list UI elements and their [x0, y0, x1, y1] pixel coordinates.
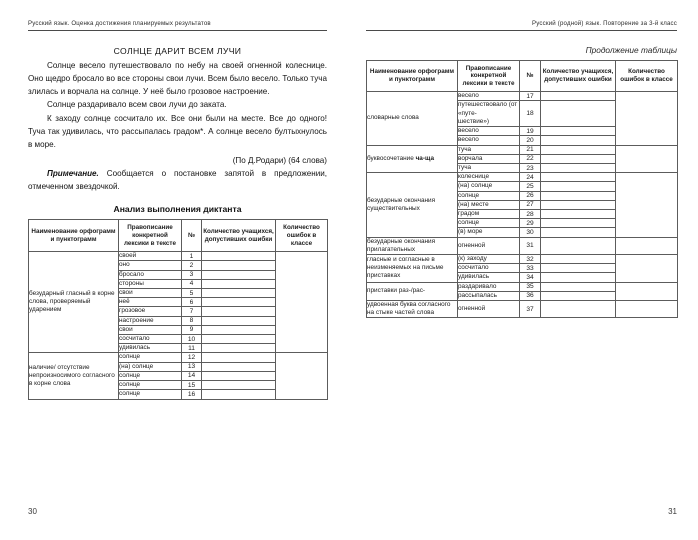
students-count-cell[interactable]	[541, 191, 616, 200]
students-count-cell[interactable]	[541, 145, 616, 154]
class-errors-cell[interactable]	[616, 173, 678, 237]
row-number-cell: 35	[520, 282, 541, 291]
row-number-cell: 4	[182, 279, 202, 288]
students-count-cell[interactable]	[541, 200, 616, 209]
col-header-number: №	[182, 220, 202, 252]
table-row	[29, 353, 328, 362]
orthogram-group-name: приставки раз-/рас-	[367, 282, 458, 300]
lexis-cell: огненной	[458, 300, 520, 317]
orthogram-group-name: безударный гласный в корне слова, проверяемый ударением	[29, 252, 119, 353]
page-number-right: 31	[668, 507, 677, 516]
row-number-cell: 9	[182, 325, 202, 334]
row-number-cell: 29	[520, 219, 541, 228]
lexis-cell: грозовое	[119, 307, 182, 316]
table-row	[367, 145, 678, 154]
lexis-cell: удивилась	[458, 273, 520, 282]
row-number-cell: 21	[520, 145, 541, 154]
orthogram-group-name: словарные слова	[367, 92, 458, 145]
lexis-cell: ворчала	[458, 154, 520, 163]
row-number-cell: 27	[520, 200, 541, 209]
analysis-table-title: Анализ выполнения диктанта	[113, 204, 242, 215]
row-number-cell: 3	[182, 270, 202, 279]
orthogram-group-name: наличие/ отсутствие непроизносимого согласного в корне слова	[29, 353, 119, 399]
row-number-cell: 12	[182, 353, 202, 362]
col-header-students: Количество учащихся, допустивших ошибки	[541, 60, 616, 92]
page-number-left: 30	[28, 507, 37, 516]
col-header-errors: Количество ошибок в классе	[616, 60, 678, 92]
lexis-cell: солнце	[458, 191, 520, 200]
students-count-cell[interactable]	[202, 270, 276, 279]
lexis-cell: сосчитало	[458, 264, 520, 273]
students-count-cell[interactable]	[541, 273, 616, 282]
students-count-cell[interactable]	[202, 390, 276, 399]
row-number-cell: 23	[520, 163, 541, 172]
lexis-cell: градом	[458, 209, 520, 218]
col-header-orthogram: Наименование орфограмм и пунктограмм	[367, 60, 458, 92]
students-count-cell[interactable]	[202, 252, 276, 261]
table-row	[367, 300, 678, 317]
article-title: СОЛНЦЕ ДАРИТ ВСЕМ ЛУЧИ	[113, 45, 242, 56]
students-count-cell[interactable]	[541, 92, 616, 101]
col-header-lexis: Правописание конкретной лексики в тексте	[458, 60, 520, 92]
orthogram-group-name: удвоенная буква согласного на стыке частей слова	[367, 300, 458, 317]
class-errors-cell[interactable]	[616, 282, 678, 300]
note-label: Примечание.	[47, 168, 99, 178]
lexis-cell: весело	[458, 92, 520, 101]
row-number-cell: 6	[182, 298, 202, 307]
lexis-cell: своей	[119, 252, 182, 261]
row-number-cell: 10	[182, 335, 202, 344]
lexis-cell: сосчитало	[119, 335, 182, 344]
running-head-left: Русский язык. Оценка достижения планируемых результатов	[28, 0, 327, 31]
students-count-cell[interactable]	[541, 101, 616, 127]
students-count-cell[interactable]	[202, 335, 276, 344]
students-count-cell[interactable]	[541, 182, 616, 191]
row-number-cell: 34	[520, 273, 541, 282]
table-header-row	[367, 60, 678, 92]
row-number-cell: 20	[520, 136, 541, 145]
lexis-cell: туча	[458, 145, 520, 154]
row-number-cell: 36	[520, 291, 541, 300]
note-text: Сообщается о постановке запятой в предложении, отмеченном звездочкой.	[28, 168, 327, 192]
analysis-table-left	[28, 219, 328, 399]
lexis-cell: колеснице	[458, 173, 520, 182]
lexis-cell: весело	[458, 136, 520, 145]
lexis-cell: оно	[119, 261, 182, 270]
students-count-cell[interactable]	[541, 219, 616, 228]
article-attribution: (По Д.Родари) (64 слова)	[232, 155, 327, 165]
students-count-cell[interactable]	[541, 282, 616, 291]
students-count-cell[interactable]	[541, 163, 616, 172]
row-number-cell: 18	[520, 101, 541, 127]
lexis-cell: (в) море	[458, 228, 520, 237]
row-number-cell: 2	[182, 261, 202, 270]
row-number-cell: 22	[520, 154, 541, 163]
class-errors-cell[interactable]	[616, 254, 678, 282]
students-count-cell[interactable]	[541, 136, 616, 145]
analysis-table-right	[366, 60, 678, 319]
students-count-cell[interactable]	[541, 254, 616, 263]
students-count-cell[interactable]	[541, 237, 616, 254]
table-row	[367, 92, 678, 101]
table-row	[367, 237, 678, 254]
row-number-cell: 8	[182, 316, 202, 325]
col-header-lexis: Правописание конкретной лексики в тексте	[119, 220, 182, 252]
row-number-cell: 11	[182, 344, 202, 353]
lexis-cell: солнце	[119, 371, 182, 380]
lexis-cell: стороны	[119, 279, 182, 288]
row-number-cell: 7	[182, 307, 202, 316]
row-number-cell: 33	[520, 264, 541, 273]
lexis-cell: бросало	[119, 270, 182, 279]
students-count-cell[interactable]	[541, 291, 616, 300]
lexis-cell: неё	[119, 298, 182, 307]
lexis-cell: солнце	[119, 390, 182, 399]
analysis-table-left-body	[29, 252, 328, 399]
students-count-cell[interactable]	[541, 127, 616, 136]
students-count-cell[interactable]	[541, 264, 616, 273]
table-row	[367, 254, 678, 263]
students-count-cell[interactable]	[541, 173, 616, 182]
lexis-cell: раздаривало	[458, 282, 520, 291]
students-count-cell[interactable]	[202, 371, 276, 380]
lexis-cell: солнце	[119, 353, 182, 362]
lexis-cell: удивилась	[119, 344, 182, 353]
students-count-cell[interactable]	[202, 344, 276, 353]
class-errors-cell[interactable]	[616, 237, 678, 254]
lexis-cell: (на) солнце	[119, 362, 182, 371]
lexis-cell: весело	[458, 127, 520, 136]
lexis-cell: (к) заходу	[458, 254, 520, 263]
lexis-cell: туча	[458, 163, 520, 172]
orthogram-group-name: безударные окончания существительных	[367, 173, 458, 237]
continuation-note: Продолжение таблицы	[585, 44, 677, 55]
running-head-right: Русский (родной) язык. Повторение за 3-й класс	[366, 0, 677, 31]
article-paragraph-3: К заходу солнце сосчитало их. Все они были на месте. Все до одного! Туча так удивилась, что рассыпалась градом*. А солнце весело бултыхнулось в море.	[28, 113, 327, 150]
table-header-row	[29, 220, 328, 252]
row-number-cell: 32	[520, 254, 541, 263]
table-row	[367, 173, 678, 182]
right-page	[349, 0, 698, 540]
row-number-cell: 16	[182, 390, 202, 399]
row-number-cell: 1	[182, 252, 202, 261]
row-number-cell: 28	[520, 209, 541, 218]
lexis-cell: огненной	[458, 237, 520, 254]
students-count-cell[interactable]	[202, 279, 276, 288]
lexis-cell: свои	[119, 325, 182, 334]
class-errors-cell[interactable]	[276, 252, 328, 353]
lexis-cell: свои	[119, 289, 182, 298]
students-count-cell[interactable]	[541, 154, 616, 163]
article-paragraph-1: Солнце весело путешествовало по небу на своей огненной колеснице. Оно щедро бросало во все стороны свои лучи. Всем было весело. Только туча злилась и ворчала на солнце. У неё было грозовое настроение.	[28, 60, 327, 97]
lexis-cell: солнце	[458, 219, 520, 228]
class-errors-cell[interactable]	[616, 92, 678, 145]
lexis-cell: (на) солнце	[458, 182, 520, 191]
lexis-cell: настроение	[119, 316, 182, 325]
row-number-cell: 5	[182, 289, 202, 298]
lexis-cell: (на) месте	[458, 200, 520, 209]
row-number-cell: 31	[520, 237, 541, 254]
students-count-cell[interactable]	[541, 300, 616, 317]
students-count-cell[interactable]	[202, 307, 276, 316]
students-count-cell[interactable]	[202, 298, 276, 307]
col-header-number: №	[520, 60, 541, 92]
students-count-cell[interactable]	[202, 362, 276, 371]
row-number-cell: 17	[520, 92, 541, 101]
row-number-cell: 24	[520, 173, 541, 182]
students-count-cell[interactable]	[541, 228, 616, 237]
orthogram-group-name: гласные и согласные в неизменяемых на письме приставках	[367, 254, 458, 282]
lexis-cell: солнце	[119, 381, 182, 390]
orthogram-group-name: безударные окончания прилагательных	[367, 237, 458, 254]
students-count-cell[interactable]	[202, 381, 276, 390]
row-number-cell: 26	[520, 191, 541, 200]
row-number-cell: 15	[182, 381, 202, 390]
col-header-orthogram: Наименование орфограмм и пунктограмм	[29, 220, 119, 252]
row-number-cell: 14	[182, 371, 202, 380]
row-number-cell: 30	[520, 228, 541, 237]
students-count-cell[interactable]	[202, 289, 276, 298]
analysis-table-right-body	[367, 92, 678, 318]
table-row	[29, 252, 328, 261]
table-row	[367, 282, 678, 291]
lexis-cell: рассыпалась	[458, 291, 520, 300]
students-count-cell[interactable]	[202, 316, 276, 325]
row-number-cell: 37	[520, 300, 541, 317]
row-number-cell: 25	[520, 182, 541, 191]
article-paragraph-2: Солнце раздаривало всем свои лучи до заката.	[47, 100, 227, 110]
lexis-cell: путешествовало (от «путе- шествие»)	[458, 101, 520, 127]
row-number-cell: 13	[182, 362, 202, 371]
students-count-cell[interactable]	[202, 325, 276, 334]
students-count-cell[interactable]	[541, 209, 616, 218]
orthogram-group-name-emphasis: ча-ща	[415, 154, 434, 162]
class-errors-cell[interactable]	[276, 353, 328, 399]
row-number-cell: 19	[520, 127, 541, 136]
students-count-cell[interactable]	[202, 261, 276, 270]
col-header-students: Количество учащихся, допустивших ошибки	[202, 220, 276, 252]
class-errors-cell[interactable]	[616, 145, 678, 173]
article-note	[28, 167, 327, 194]
orthogram-group-name: буквосочетание ча-ща	[367, 145, 458, 173]
col-header-errors: Количество ошибок в классе	[276, 220, 328, 252]
students-count-cell[interactable]	[202, 353, 276, 362]
class-errors-cell[interactable]	[616, 300, 678, 317]
